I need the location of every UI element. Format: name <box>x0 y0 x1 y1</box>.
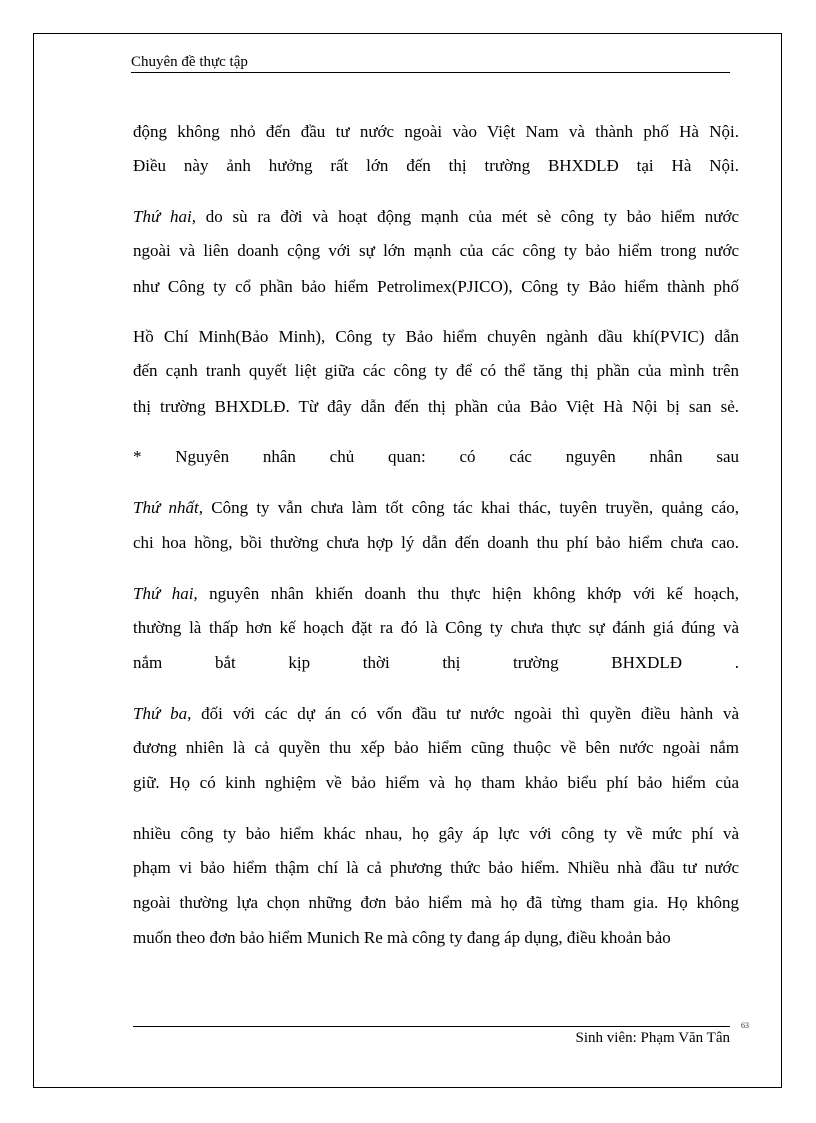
text-line: Điều này ảnh hưởng rất lớn đến thị trường BHXDLĐ tại Hà Nội. <box>133 156 739 175</box>
text-line: muốn theo đơn bảo hiểm Munich Re mà công ty đang áp dụng, điều khoản bảo <box>133 928 671 947</box>
text-line: đến cạnh tranh quyết liệt giữa các công ty để có thể tăng thị phần của mình trên <box>133 361 739 380</box>
page-header: Chuyên đề thực tập <box>131 52 730 73</box>
text-line: nhiều công ty bảo hiểm khác nhau, họ gây áp lực với công ty về mức phí và <box>133 824 739 843</box>
footer-rule <box>133 1026 730 1027</box>
text-line: nắm bắt kịp thời thị trường BHXDLĐ . <box>133 653 739 672</box>
text-line: Thứ hai, nguyên nhân khiến doanh thu thực hiện không khớp với kế hoạch, <box>133 584 739 603</box>
page-number: 63 <box>741 1021 749 1030</box>
text-line: * Nguyên nhân chủ quan: có các nguyên nhân sau <box>133 447 739 466</box>
text-line: chi hoa hồng, bồi thường chưa hợp lý dẫn đến doanh thu phí bảo hiểm chưa cao. <box>133 533 739 552</box>
text-line: ngoài và liên doanh cộng với sự lớn mạnh của các công ty bảo hiểm trong nước <box>133 241 739 260</box>
text-line: phạm vi bảo hiểm thậm chí là cả phương thức bảo hiểm. Nhiều nhà đầu tư nước <box>133 858 739 877</box>
text-line: Thứ hai, do sù ra đời và hoạt động mạnh của mét sè công ty bảo hiểm nước <box>133 207 739 226</box>
text-line: ngoài thường lựa chọn những đơn bảo hiểm mà họ đã từng tham gia. Họ không <box>133 893 739 912</box>
text-line: thị trường BHXDLĐ. Từ đây dẫn đến thị phần của Bảo Việt Hà Nội bị san sẻ. <box>133 397 739 416</box>
text-line: đương nhiên là cả quyền thu xếp bảo hiểm cũng thuộc về bên nước ngoài nắm <box>133 738 739 757</box>
text-line: động không nhỏ đến đầu tư nước ngoài vào Việt Nam và thành phố Hà Nội. <box>133 122 739 141</box>
text-line: Hồ Chí Minh(Bảo Minh), Công ty Bảo hiểm chuyên ngành dầu khí(PVIC) dẫn <box>133 327 739 346</box>
text-line: Thứ nhất, Công ty vẫn chưa làm tốt công tác khai thác, tuyên truyền, quảng cáo, <box>133 498 739 517</box>
text-line: thường là thấp hơn kế hoạch đặt ra đó là Công ty chưa thực sự đánh giá đúng và <box>133 618 739 637</box>
text-line: Thứ ba, đối với các dự án có vốn đầu tư nước ngoài thì quyền điều hành và <box>133 704 739 723</box>
text-line: như Công ty cổ phần bảo hiểm Petrolimex(PJICO), Công ty Bảo hiểm thành phố <box>133 277 739 296</box>
text-line: giữ. Họ có kinh nghiệm về bảo hiểm và họ tham khảo biểu phí bảo hiểm của <box>133 773 739 792</box>
footer-student-name: Sinh viên: Phạm Văn Tân <box>575 1030 730 1046</box>
